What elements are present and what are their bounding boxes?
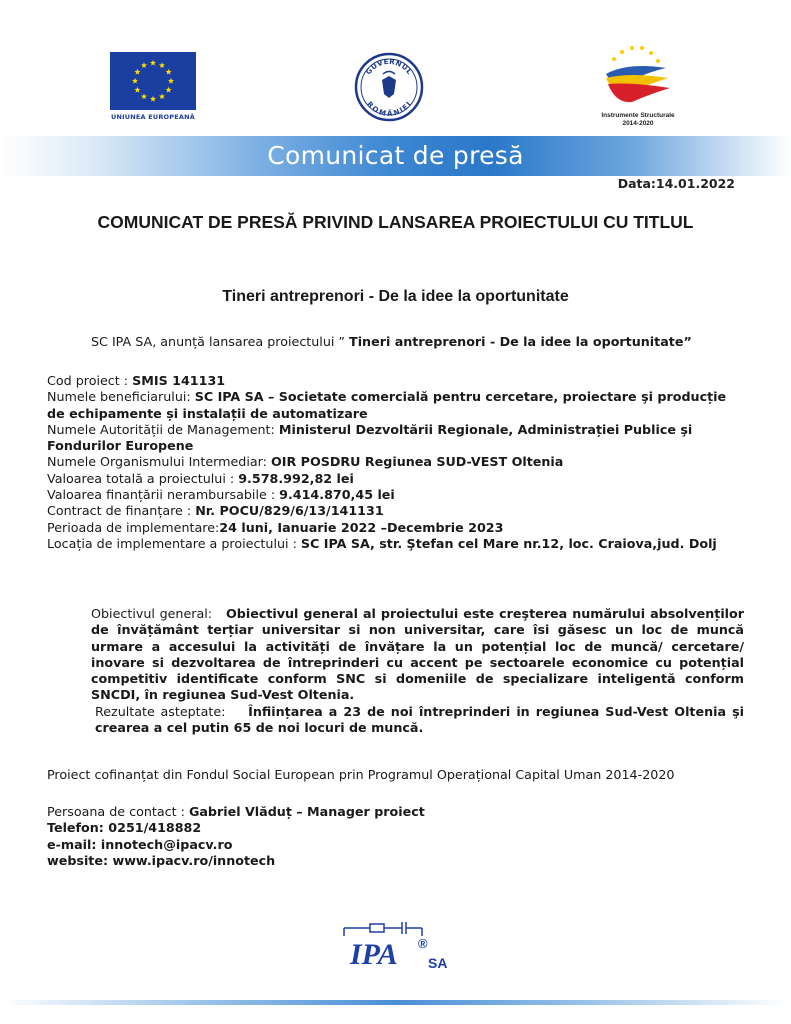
detail-label: Valoarea totală a proiectului :: [47, 470, 239, 486]
is-caption-years: 2014-2020: [622, 120, 654, 127]
contact-person-label: Persoana de contact :: [47, 804, 189, 819]
contact-email: [47, 837, 647, 853]
detail-label: Numele beneficiarului:: [47, 389, 195, 405]
gov-text-bottom: ROMÂNIEI: [365, 100, 413, 118]
detail-label: Cod proiect :: [47, 373, 133, 388]
contact-person: [47, 804, 647, 820]
detail-value: SMIS 141131: [132, 373, 226, 388]
gov-text-top: GUVERNUL: [364, 57, 414, 77]
announcement: [91, 334, 771, 349]
is-caption-title: Instrumente Structurale: [601, 112, 675, 119]
contact-web-label: website:: [47, 852, 113, 868]
contact-phone-label: Telefon:: [47, 820, 109, 836]
eu-stars-icon: [110, 52, 196, 110]
detail-value: Ministerul Dezvoltării Regionale, Administrației Publice şi Fondurilor Europene: [47, 421, 693, 454]
objective-section: [47, 606, 744, 736]
detail-label: Contract de finanțare :: [47, 503, 196, 519]
eu-logo: [110, 52, 196, 124]
detail-label: Valoarea finanțării nerambursabile :: [47, 487, 280, 503]
ipa-registered: ®: [418, 936, 428, 951]
detail-row: [47, 454, 747, 470]
contact-email-value[interactable]: innotech@ipacv.ro: [100, 836, 233, 852]
contact-phone-value: 0251/418882: [108, 820, 202, 836]
detail-value: 9.414.870,45 lei: [279, 487, 395, 503]
results-text: Înființarea a 23 de noi întreprinderi in regiunea Sud-Vest Oltenia şi crearea a cel putin 65 de noi locuri de muncă.: [95, 703, 744, 736]
announcement-suffix: ”: [683, 334, 692, 349]
detail-label: Locația de implementare a proiectului :: [47, 535, 301, 551]
contact-website: [47, 853, 647, 869]
contact-email-label: e-mail:: [47, 836, 101, 852]
banner-title: Comunicat de presă: [267, 141, 524, 170]
announcement-project: Tineri antreprenori - De la idee la oportunitate: [349, 334, 684, 349]
ipa-text: IPA: [350, 938, 398, 971]
objective-text: Obiectivul general al proiectului este creşterea numărului absolvenților de învățământ terțiar universitar si non universitar, care îsi găsesc un loc de muncă urmare a accesului la activități de învățare la un potențial loc de muncă/ cercetare/ inovare si dezvoltarea de întreprinderi cu accent pe sectoarele economice cu potențial competitiv identificate conform SNC si domeniile de specializare inteligentă conform SNCDI, în regiunea Sud-Vest Oltenia.: [91, 606, 744, 703]
ipa-sa: SA: [428, 955, 448, 971]
detail-row: [47, 487, 747, 503]
eu-caption: UNIUNEA EUROPEANĂ: [111, 113, 195, 121]
detail-row: [47, 422, 747, 455]
detail-row: [47, 520, 747, 536]
detail-row: [47, 389, 747, 422]
results-paragraph: [47, 704, 744, 737]
detail-label: Numele Autorității de Management:: [47, 421, 279, 437]
circuit-icon: [344, 922, 422, 936]
eu-flag-icon: [110, 52, 196, 110]
release-date: Data:14.01.2022: [617, 176, 735, 191]
detail-value: SC IPA SA – Societate comercială pentru cercetare, proiectare şi producție de echipamente și instalații de automatizare: [47, 389, 727, 421]
detail-row: [47, 536, 747, 552]
detail-row: [47, 471, 747, 487]
cofinancing-note: Proiect cofinanțat din Fondul Social European prin Programul Operațional Capital Uman 2014-2020: [47, 767, 675, 782]
contact-phone: [47, 820, 647, 836]
structural-instruments-logo: [588, 44, 688, 130]
detail-value: SC IPA SA, str. Ştefan cel Mare nr.12, loc. Craiova,jud. Dolj: [300, 535, 717, 551]
detail-row: [47, 503, 747, 519]
detail-value: 9.578.992,82 lei: [238, 470, 354, 486]
detail-value: OIR POSDRU Regiunea SUD-VEST Oltenia: [270, 454, 564, 470]
structural-instruments-icon: [588, 44, 688, 106]
ipa-logo: [340, 918, 452, 974]
page-title: COMUNICAT DE PRESĂ PRIVIND LANSAREA PROIECTULUI CU TITLUL: [97, 212, 694, 232]
detail-value: Nr. POCU/829/6/13/141131: [195, 503, 384, 519]
project-subtitle: Tineri antreprenori - De la idee la oportunitate: [222, 288, 569, 305]
detail-row: [47, 373, 747, 389]
objective-label: Obiectivul general:: [91, 606, 213, 621]
press-release-banner: [0, 136, 791, 176]
announcement-prefix: SC IPA SA, anunță lansarea proiectului ”: [91, 334, 350, 349]
contact-web-value[interactable]: www.ipacv.ro/innotech: [112, 852, 276, 868]
results-label: Rezultate asteptate:: [95, 703, 226, 719]
footer-divider: [0, 1000, 791, 1005]
contact-section: [47, 804, 647, 869]
detail-value: 24 luni, Ianuarie 2022 –Decembrie 2023: [219, 519, 504, 535]
government-seal-icon: [354, 52, 424, 122]
detail-label: Numele Organismului Intermediar:: [47, 454, 271, 470]
contact-person-value: Gabriel Vlăduț – Manager proiect: [188, 804, 425, 819]
project-details: [47, 373, 747, 552]
objective-paragraph: [47, 606, 744, 704]
detail-label: Perioada de implementare:: [47, 519, 220, 535]
logo-header: [0, 0, 791, 135]
